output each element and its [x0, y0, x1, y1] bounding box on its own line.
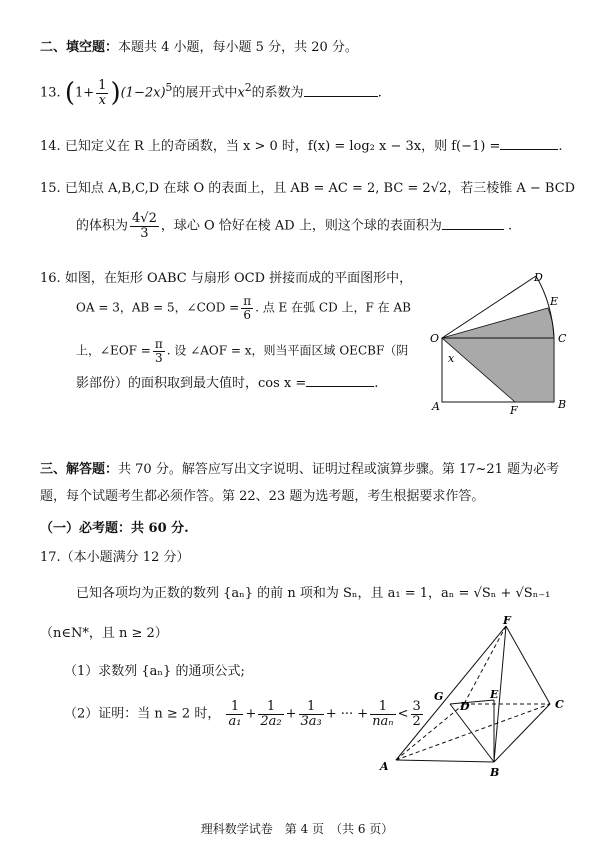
required-heading: （一）必考题：共 60 分.: [40, 521, 189, 536]
label-F: F: [510, 404, 518, 417]
label-G: G: [434, 690, 444, 703]
shaded-region: [442, 308, 554, 402]
section2-heading: [40, 36, 358, 55]
q16-figure: [420, 268, 580, 418]
question-15-line2: 的体积为 $\frac{4√2}{3}$ ，球心 O 恰好在棱 AD 上，则这个球的表面积为 .: [76, 211, 513, 241]
label-E: E: [550, 295, 559, 308]
section2-desc: 本题共 4 小题，每小题 5 分，共 20 分。: [118, 40, 358, 55]
label-C: C: [555, 698, 564, 711]
q15-volume-fraction: $\frac{4√2}{3}$: [132, 211, 157, 241]
edge-ad: [396, 704, 464, 760]
q16-line1: 如图，在矩形 OABC 与扇形 OCD 拼接而成的平面图形中，: [64, 271, 413, 286]
q17-line2: （n∈N*，且 n ≥ 2）: [40, 626, 168, 641]
question-13: 13. (1+ $\frac{1}{x}$ )$(1-2x)^5$的展开式中$x^2$的系数为 .: [40, 77, 382, 108]
q16-line3: 上，∠EOF = $\frac{\pi}{3}$ . 设 ∠AOF = x，则当平面区域 OECBF（阴: [76, 337, 409, 365]
q15-number: 15.: [40, 181, 61, 196]
label-D: D: [534, 271, 543, 284]
edge-bc: [494, 704, 550, 762]
q17-line1: 已知各项均为正数的数列 {aₙ} 的前 n 项和为 Sₙ，且 a₁ = 1，aₙ = √Sₙ + √Sₙ₋₁: [76, 586, 551, 601]
question-14: 14. 已知定义在 R 上的奇函数，当 x > 0 时，f(x) = log₂ x − 3x，则 f(−1) = .: [40, 139, 563, 154]
q17-part1: （1）求数列 {aₙ} 的通项公式;: [64, 664, 245, 679]
q17-title: 17.（本小题满分 12 分）: [40, 550, 190, 565]
q15-line1: 已知点 A,B,C,D 在球 O 的表面上，且 AB = AC = 2, BC = 2√2，若三棱锥 A − BCD: [64, 181, 576, 196]
q16-answer-blank[interactable]: [306, 386, 374, 387]
q17-figure: [372, 612, 582, 782]
label-E: E: [490, 688, 499, 701]
q13-answer-blank[interactable]: [304, 96, 378, 97]
q14-number: 14.: [40, 139, 61, 154]
edge-ge: [450, 700, 494, 704]
q13-number: 13.: [40, 85, 61, 101]
edge-gb: [450, 704, 494, 762]
label-B: B: [490, 766, 500, 779]
label-A: A: [380, 760, 389, 773]
label-F: F: [503, 614, 511, 627]
q16-line2: OA = 3，AB = 5，∠COD = $\frac{\pi}{6}$ . 点 E 在弧 CD 上，F 在 AB: [76, 294, 411, 322]
section3-heading: 三、解答题：共 70 分。解答应写出文字说明、证明过程或演算步骤。第 17~21 题为必考: [40, 462, 560, 477]
label-x: x: [448, 352, 455, 365]
section3-line2: 题，每个试题考生都必须作答。第 22、23 题为选考题，考生根据要求作答。: [40, 489, 485, 504]
q15-answer-blank[interactable]: [442, 229, 504, 230]
q17-part2: （2）证明：当 n ≥ 2 时， $\frac{1}{\text{a₁}}$ + $\frac{1}{\text{2a₂}}$ + $\frac{1}{\text{3a₃}}$ + ··· + $\frac{1}{\text{naₙ}}$ < $\frac{3}{2}$: [64, 699, 421, 729]
question-15: [40, 177, 575, 196]
label-B: B: [558, 398, 567, 411]
label-C: C: [558, 332, 567, 345]
label-O: O: [430, 332, 440, 345]
page-footer: 理科数学试卷 第 4 页 （共 6 页）: [200, 822, 394, 836]
edge-fc: [506, 626, 550, 704]
section2-title: 二、填空题：: [40, 40, 119, 55]
q16-number: 16.: [40, 271, 61, 286]
label-A: A: [432, 400, 440, 413]
question-16: [40, 267, 412, 286]
label-D: D: [460, 700, 470, 713]
q13-fraction: $\frac{1}{x}$: [98, 77, 107, 108]
q14-answer-blank[interactable]: [500, 149, 558, 150]
q14-text: 已知定义在 R 上的奇函数，当 x > 0 时，f(x) = log₂ x − 3x，则 f(−1) =: [64, 139, 501, 154]
edge-ab: [396, 760, 494, 762]
q16-line4: 影部份）的面积取到最大值时，cos x = .: [76, 376, 379, 391]
